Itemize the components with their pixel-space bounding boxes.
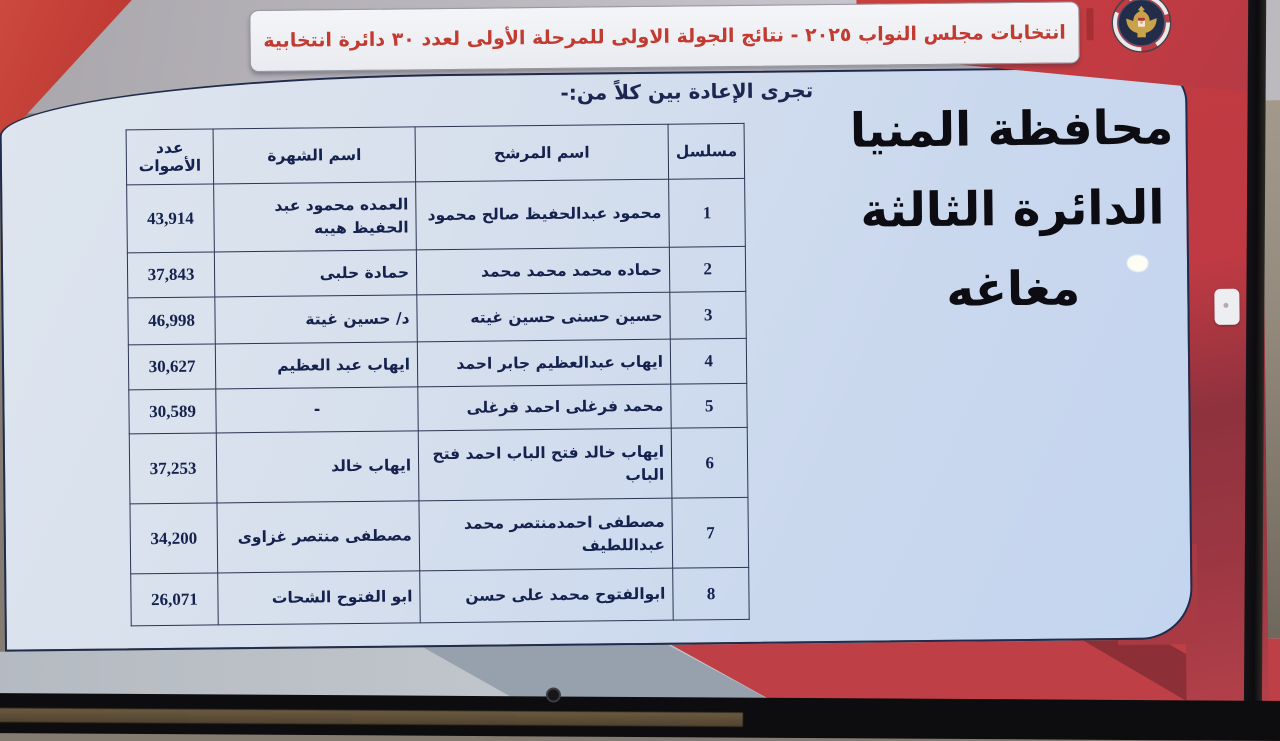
cell-votes: 34,200: [130, 503, 218, 574]
cell-votes: 30,627: [128, 344, 215, 390]
cell-candidate: ابوالفتوح محمد على حسن: [420, 568, 674, 623]
cell-serial: 2: [669, 246, 746, 292]
cell-candidate: محمد فرغلى احمد فرغلى: [418, 384, 671, 431]
cell-alias: -: [216, 387, 418, 433]
table-row: [127, 246, 746, 297]
cell-alias: ايهاب خالد: [216, 431, 419, 503]
cell-votes: 37,843: [127, 252, 214, 298]
cell-alias: ابو الفتوح الشحات: [218, 571, 421, 625]
cell-serial: 3: [670, 291, 747, 339]
bottom-gray-band: [0, 638, 1280, 727]
cell-votes: 26,071: [131, 573, 219, 626]
cell-serial: 6: [671, 427, 748, 498]
cell-alias: العمده محمود عبد الحفيظ هيبه: [214, 182, 417, 252]
governorate-headline-line: محافظة المنيا: [849, 100, 1174, 159]
cell-candidate: حماده محمد محمد محمد: [416, 247, 669, 295]
table-row: [128, 291, 747, 344]
governorate-headline: [839, 88, 1185, 332]
results-table-body: [127, 178, 750, 625]
cell-candidate: محمود عبدالحفيظ صالح محمود: [416, 179, 670, 250]
news-ticker-header: [249, 1, 1080, 72]
table-row: [127, 178, 746, 252]
cell-serial: 1: [669, 178, 746, 247]
cell-serial: 5: [671, 383, 748, 428]
cell-serial: 4: [670, 338, 747, 384]
egypt-eagle-emblem-icon: [1110, 0, 1173, 56]
cell-alias: مصطفى منتصر غزاوى: [217, 501, 420, 573]
cell-alias: د/ حسين غيتة: [215, 295, 417, 344]
column-header: اسم المرشح: [415, 124, 669, 182]
cell-votes: 30,589: [129, 389, 216, 434]
table-row: [128, 338, 747, 389]
table-row: [130, 497, 749, 573]
governorate-headline-line: الدائرة الثالثة: [860, 180, 1165, 239]
cell-alias: ايهاب عبد العظيم: [215, 342, 417, 389]
cell-candidate: ايهاب خالد فتح الباب احمد فتح الباب: [418, 428, 672, 501]
results-table: [126, 123, 750, 626]
runoff-caption: تجرى الإعادة بين كلاً من:-: [560, 78, 814, 105]
cell-votes: 43,914: [127, 184, 215, 253]
column-header: اسم الشهرة: [213, 127, 416, 184]
screen-side-button: [1214, 289, 1239, 325]
table-row: [129, 427, 748, 503]
cell-alias: حمادة حلبى: [214, 250, 416, 297]
governorate-headline-line: مغاغه: [946, 261, 1081, 318]
table-row: [131, 567, 750, 625]
table-row: [129, 383, 748, 433]
broadcast-title: انتخابات مجلس النواب ٢٠٢٥ - نتائج الجولة الاولى للمرحلة الأولى لعدد ٣٠ دائرة انتخابية: [263, 21, 1066, 52]
column-header: مسلسل: [668, 123, 745, 179]
cell-serial: 8: [673, 567, 750, 620]
cell-votes: 37,253: [129, 433, 217, 504]
cell-serial: 7: [672, 497, 749, 568]
cell-candidate: ايهاب عبدالعظيم جابر احمد: [417, 339, 670, 387]
cell-votes: 46,998: [128, 297, 215, 345]
red-separator-bar: [1086, 8, 1093, 40]
cell-candidate: حسين حسنى حسين غيته: [417, 292, 670, 342]
cell-candidate: مصطفى احمدمنتصر محمد عبداللطيف: [419, 498, 673, 571]
results-table-header: [126, 123, 745, 184]
column-header: عدد الأصوات: [126, 129, 214, 185]
